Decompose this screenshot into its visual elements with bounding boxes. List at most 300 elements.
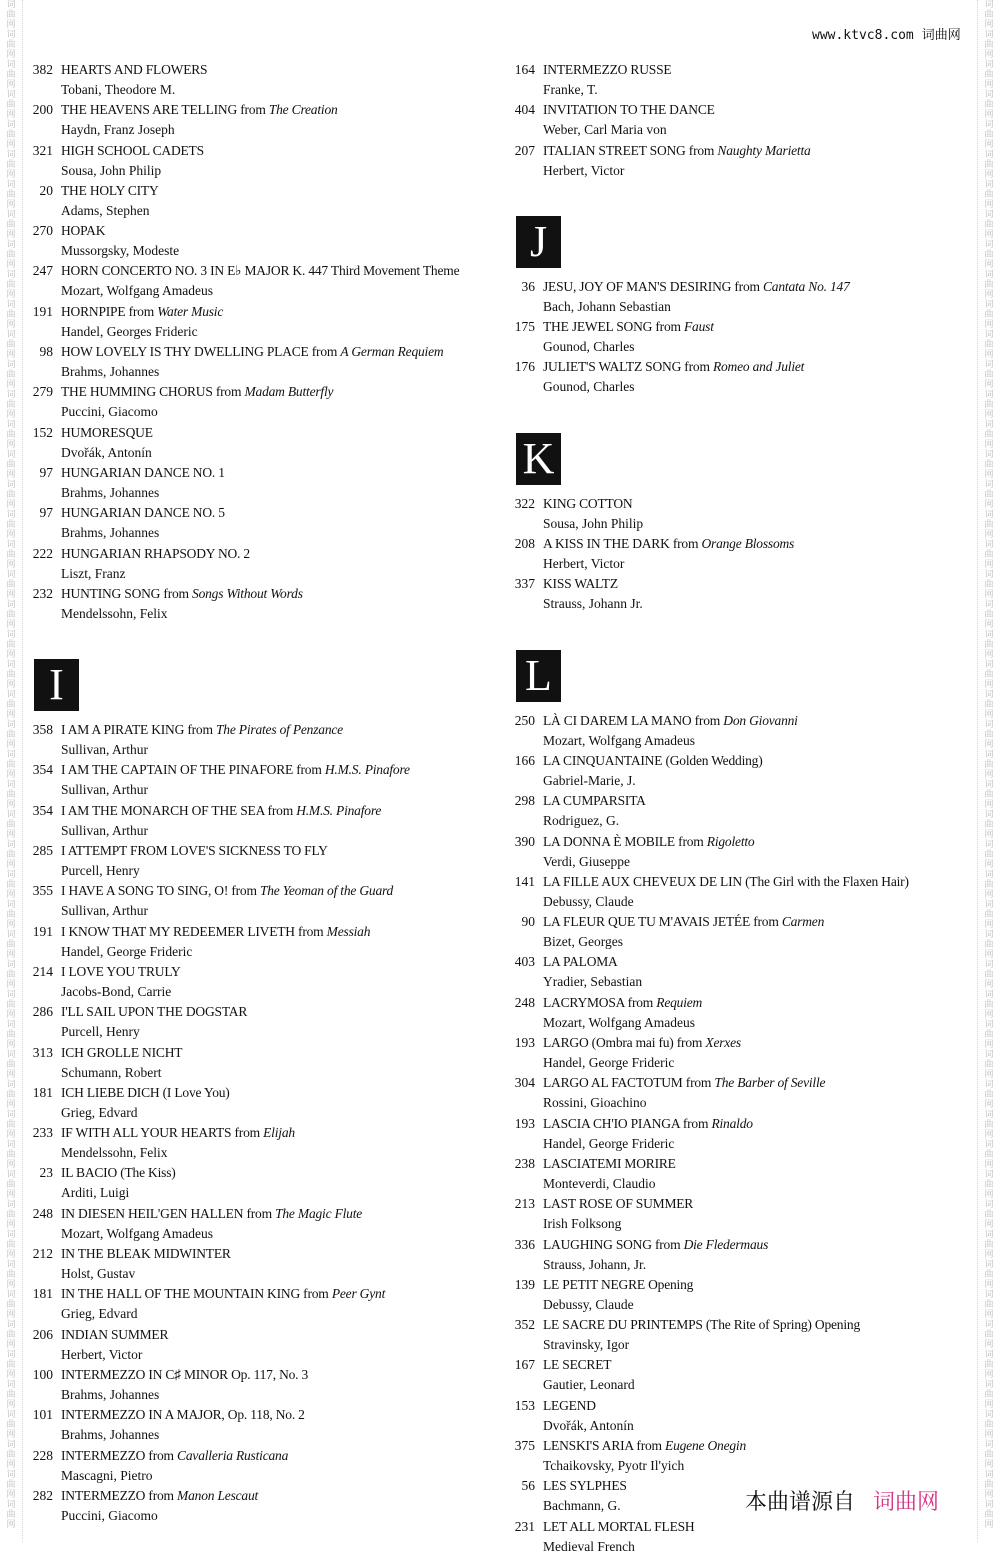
page-number: 375: [514, 1438, 535, 1454]
index-entry: [30, 1406, 480, 1446]
song-title: [61, 1367, 308, 1383]
page-number: 207: [514, 142, 535, 158]
watermark-glyph: 曲: [6, 1360, 16, 1370]
watermark-glyph: 曲: [6, 1180, 16, 1190]
page-number: 153: [514, 1397, 535, 1413]
page-number: 286: [32, 1004, 53, 1020]
song-title-text: IN DIESEN HEIL'GEN HALLEN from: [61, 1205, 272, 1221]
page-number: 322: [514, 495, 535, 511]
watermark-glyph: 词: [6, 210, 16, 220]
song-title: [61, 1125, 295, 1141]
page-number: 191: [32, 923, 53, 939]
composer-name: Holst, Gustav: [61, 1266, 136, 1282]
watermark-glyph: 词: [6, 990, 16, 1000]
source-work: The Magic Flute: [275, 1205, 363, 1221]
song-title: [61, 924, 370, 940]
song-title-text: LA PALOMA: [543, 954, 618, 970]
watermark-glyph: 词: [984, 990, 994, 1000]
watermark-glyph: 词: [984, 90, 994, 100]
composer-name: Jacobs-Bond, Carrie: [61, 983, 172, 999]
watermark-glyph: 网: [984, 20, 994, 30]
watermark-glyph: 曲: [984, 1420, 994, 1430]
composer-name: Bachmann, G.: [543, 1498, 621, 1514]
watermark-glyph: 曲: [984, 1000, 994, 1010]
index-entry: [30, 1447, 480, 1487]
watermark-glyph: 词: [6, 270, 16, 280]
watermark-glyph: 网: [984, 500, 994, 510]
composer-name: Mussorgsky, Modeste: [61, 243, 180, 259]
watermark-glyph: 网: [6, 890, 16, 900]
watermark-glyph: 词: [6, 780, 16, 790]
watermark-glyph: 词: [984, 480, 994, 490]
index-entry: [30, 1245, 480, 1285]
watermark-glyph: 曲: [6, 940, 16, 950]
watermark-glyph: 曲: [984, 610, 994, 620]
watermark-glyph: 词: [6, 240, 16, 250]
composer-name: Mascagni, Pietro: [61, 1467, 153, 1483]
watermark-glyph: 网: [984, 1370, 994, 1380]
watermark-glyph: 词: [6, 420, 16, 430]
watermark-glyph: 曲: [6, 1420, 16, 1430]
watermark-glyph: 网: [984, 50, 994, 60]
watermark-glyph: 曲: [6, 70, 16, 80]
composer-name: Bach, Johann Sebastian: [543, 298, 671, 314]
watermark-glyph: 词: [6, 90, 16, 100]
watermark-glyph: 网: [6, 320, 16, 330]
watermark-glyph: 词: [6, 480, 16, 490]
song-title-text: HUNGARIAN RHAPSODY NO. 2: [61, 545, 250, 561]
song-title: [61, 803, 381, 819]
watermark-glyph: 词: [6, 1230, 16, 1240]
watermark-glyph: 网: [6, 470, 16, 480]
watermark-glyph: 词: [984, 1290, 994, 1300]
composer-name: Mendelssohn, Felix: [61, 1145, 168, 1161]
watermark-glyph: 曲: [6, 730, 16, 740]
index-entry: [512, 575, 962, 615]
watermark-glyph: 曲: [984, 1270, 994, 1280]
index-entry: [512, 495, 962, 535]
composer-name: Mozart, Wolfgang Amadeus: [61, 1225, 214, 1241]
composer-name: Haydn, Franz Joseph: [61, 122, 175, 138]
index-entry: [30, 424, 480, 464]
index-entry: [30, 963, 480, 1003]
site-url[interactable]: www.ktvc8.com: [812, 28, 914, 43]
watermark-glyph: 曲: [6, 550, 16, 560]
watermark-glyph: 曲: [984, 910, 994, 920]
watermark-glyph: 词: [984, 780, 994, 790]
watermark-glyph: 网: [6, 290, 16, 300]
song-title-text: LA FILLE AUX CHEVEUX DE LIN (The Girl with the Flaxen Hair): [543, 873, 909, 889]
song-title-text: IN THE HALL OF THE MOUNTAIN KING from: [61, 1286, 329, 1302]
song-title: [61, 223, 105, 239]
composer-name: Mendelssohn, Felix: [61, 605, 168, 621]
song-title: [61, 425, 153, 441]
index-entry: [30, 1164, 480, 1204]
index-entry: [512, 1437, 962, 1477]
source-work: Carmen: [781, 914, 825, 930]
song-title-text: LAUGHING SONG from: [543, 1236, 681, 1252]
song-title-text: I'LL SAIL UPON THE DOGSTAR: [61, 1004, 248, 1020]
source-work: Elijah: [263, 1125, 295, 1141]
composer-name: Verdi, Giuseppe: [543, 853, 630, 869]
watermark-glyph: 曲: [6, 610, 16, 620]
watermark-glyph: 曲: [984, 250, 994, 260]
composer-name: Strauss, Johann Jr.: [543, 596, 643, 612]
composer-name: Handel, George Frideric: [61, 943, 193, 959]
index-entry: [30, 585, 480, 625]
index-entry: [512, 873, 962, 913]
l-entries-list: [512, 712, 962, 1558]
watermark-glyph: 网: [6, 140, 16, 150]
watermark-glyph: 词: [6, 960, 16, 970]
page-number: 270: [32, 223, 53, 239]
watermark-glyph: 曲: [6, 1000, 16, 1010]
watermark-glyph: 网: [6, 920, 16, 930]
page-number: 354: [32, 802, 53, 818]
watermark-glyph: 曲: [984, 1060, 994, 1070]
watermark-glyph: 曲: [984, 400, 994, 410]
song-title-text: HUNTING SONG from: [61, 585, 189, 601]
watermark-glyph: 网: [984, 680, 994, 690]
watermark-glyph: 曲: [984, 790, 994, 800]
watermark-glyph: 词: [6, 1500, 16, 1510]
composer-name: Handel, George Frideric: [543, 1135, 675, 1151]
watermark-glyph: 词: [6, 1200, 16, 1210]
watermark-glyph: 曲: [6, 490, 16, 500]
watermark-glyph: 网: [6, 1370, 16, 1380]
watermark-glyph: 网: [6, 410, 16, 420]
song-title-text: I KNOW THAT MY REDEEMER LIVETH from: [61, 923, 324, 939]
page-number: 382: [32, 62, 53, 77]
page-number: 232: [32, 585, 53, 601]
watermark-glyph: 曲: [984, 430, 994, 440]
watermark-glyph: 词: [984, 1380, 994, 1390]
watermark-glyph: 曲: [6, 1480, 16, 1490]
composer-name: Brahms, Johannes: [61, 364, 160, 380]
watermark-glyph: 词: [984, 840, 994, 850]
watermark-glyph: 网: [6, 1190, 16, 1200]
watermark-glyph: 词: [6, 120, 16, 130]
watermark-glyph: 曲: [984, 70, 994, 80]
watermark-glyph: 曲: [6, 1450, 16, 1460]
page-number: 248: [514, 994, 535, 1010]
left-column: [30, 61, 480, 1527]
source-work: The Pirates of Penzance: [215, 722, 343, 738]
watermark-glyph: 曲: [6, 1390, 16, 1400]
source-work: Messiah: [326, 923, 371, 939]
source-work: Madam Butterfly: [244, 384, 334, 400]
source-work: Xerxes: [705, 1035, 741, 1051]
composer-name: Sullivan, Arthur: [61, 742, 148, 758]
watermark-glyph: 网: [6, 680, 16, 690]
watermark-glyph: 曲: [984, 490, 994, 500]
watermark-glyph: 曲: [984, 460, 994, 470]
watermark-glyph: 词: [984, 360, 994, 370]
composer-name: Gounod, Charles: [543, 339, 635, 355]
watermark-glyph: 网: [984, 170, 994, 180]
index-entry: [30, 1487, 480, 1527]
watermark-glyph: 词: [6, 870, 16, 880]
watermark-glyph: 曲: [6, 160, 16, 170]
composer-name: Arditi, Luigi: [61, 1185, 130, 1201]
watermark-glyph: 曲: [984, 10, 994, 20]
watermark-glyph: 词: [984, 930, 994, 940]
watermark-glyph: 网: [984, 110, 994, 120]
index-entry: [512, 1034, 962, 1074]
song-title: [543, 1317, 860, 1333]
index-entry: [512, 535, 962, 575]
song-title-text: LA DONNA È MOBILE from: [543, 833, 704, 849]
watermark-glyph: 词: [6, 330, 16, 340]
watermark-glyph: 词: [984, 300, 994, 310]
page-number: 213: [514, 1196, 535, 1212]
watermark-glyph: 曲: [6, 760, 16, 770]
index-entry: [512, 1518, 962, 1558]
index-entry: [512, 1356, 962, 1396]
watermark-glyph: 曲: [984, 100, 994, 110]
left-watermark-strip: [0, 0, 23, 1542]
watermark-glyph: 网: [984, 740, 994, 750]
watermark-glyph: 词: [984, 570, 994, 580]
song-title: [543, 576, 618, 592]
page-number: 321: [32, 142, 53, 158]
watermark-glyph: 曲: [984, 1240, 994, 1250]
watermark-glyph: 曲: [984, 1330, 994, 1340]
composer-name: Dvořák, Antonín: [543, 1417, 634, 1433]
page-number: 98: [39, 344, 53, 360]
page-number: 97: [39, 464, 53, 480]
song-title: [61, 1246, 231, 1262]
song-title: [543, 496, 632, 512]
composer-name: Yradier, Sebastian: [543, 974, 643, 990]
song-title-text: I AM A PIRATE KING from: [61, 722, 213, 738]
index-entry: [30, 1044, 480, 1084]
index-entry: [30, 545, 480, 585]
composer-name: Debussy, Claude: [543, 893, 634, 909]
watermark-glyph: 网: [984, 530, 994, 540]
song-title: [543, 1357, 611, 1373]
watermark-glyph: 曲: [6, 220, 16, 230]
index-entry: [30, 721, 480, 761]
watermark-glyph: 曲: [6, 370, 16, 380]
composer-name: Purcell, Henry: [61, 863, 140, 879]
song-title-text: LA CUMPARSITA: [543, 793, 646, 809]
index-entry: [30, 1326, 480, 1366]
song-title: [61, 1004, 247, 1020]
watermark-glyph: 词: [6, 1470, 16, 1480]
song-title-text: LE PETIT NEGRE Opening: [543, 1276, 694, 1292]
watermark-glyph: 网: [984, 1010, 994, 1020]
watermark-glyph: 网: [984, 380, 994, 390]
song-title-text: KING COTTON: [543, 495, 633, 511]
watermark-glyph: 网: [984, 1310, 994, 1320]
source-work: Naughty Marietta: [717, 142, 811, 158]
j-entries-list: [512, 278, 962, 399]
song-title: [543, 1438, 746, 1454]
page-number: 191: [32, 303, 53, 319]
page-number: 279: [32, 384, 53, 400]
song-title-text: KISS WALTZ: [543, 576, 618, 592]
song-title-text: LENSKI'S ARIA from: [543, 1438, 662, 1454]
watermark-glyph: 词: [6, 540, 16, 550]
watermark-glyph: 曲: [6, 910, 16, 920]
song-title: [61, 62, 207, 78]
watermark-glyph: 曲: [6, 280, 16, 290]
watermark-glyph: 曲: [984, 340, 994, 350]
index-entry: [30, 882, 480, 922]
watermark-glyph: 网: [6, 830, 16, 840]
composer-name: Mozart, Wolfgang Amadeus: [543, 1014, 696, 1030]
watermark-glyph: 网: [6, 1520, 16, 1530]
watermark-glyph: 网: [984, 1340, 994, 1350]
index-entry: [512, 792, 962, 832]
watermark-glyph: 曲: [984, 280, 994, 290]
composer-name: Adams, Stephen: [61, 202, 150, 218]
page-number: 164: [514, 62, 535, 77]
watermark-glyph: 网: [6, 260, 16, 270]
watermark-glyph: 词: [984, 30, 994, 40]
song-title: [61, 1085, 230, 1101]
song-title-text: A KISS IN THE DARK from: [543, 536, 699, 552]
page-number: 228: [32, 1447, 53, 1463]
watermark-glyph: 词: [984, 210, 994, 220]
page-number: 403: [514, 954, 535, 970]
composer-name: Herbert, Victor: [543, 162, 625, 178]
song-title: [61, 1286, 385, 1302]
watermark-glyph: 词: [984, 1080, 994, 1090]
letter-heading-i: I: [34, 659, 79, 711]
source-work: Don Giovanni: [723, 712, 798, 728]
watermark-glyph: 词: [984, 1110, 994, 1120]
watermark-glyph: 曲: [984, 670, 994, 680]
watermark-glyph: 曲: [984, 550, 994, 560]
source-work: The Yeoman of the Guard: [259, 883, 394, 899]
watermark-glyph: 网: [6, 1310, 16, 1320]
composer-name: Gounod, Charles: [543, 379, 635, 395]
watermark-glyph: 词: [984, 450, 994, 460]
watermark-glyph: 词: [6, 840, 16, 850]
song-title-text: LE SECRET: [543, 1357, 612, 1373]
composer-name: Sousa, John Philip: [61, 162, 162, 178]
composer-name: Herbert, Victor: [543, 556, 625, 572]
song-title: [543, 1035, 741, 1051]
watermark-glyph: 网: [984, 770, 994, 780]
song-title-text: INTERMEZZO from: [61, 1487, 174, 1503]
song-title-text: THE JEWEL SONG from: [543, 319, 681, 335]
index-entry: [512, 752, 962, 792]
watermark-glyph: 词: [984, 270, 994, 280]
song-title-text: IF WITH ALL YOUR HEARTS from: [61, 1125, 260, 1141]
song-title-text: HEARTS AND FLOWERS: [61, 62, 208, 77]
page-number: 233: [32, 1125, 53, 1141]
page-number: 355: [32, 883, 53, 899]
watermark-glyph: 词: [984, 1050, 994, 1060]
composer-name: Sullivan, Arthur: [61, 782, 148, 798]
song-title: [61, 1206, 362, 1222]
h-entries-list: [30, 61, 480, 625]
watermark-glyph: 网: [984, 290, 994, 300]
song-title-text: HORNPIPE from: [61, 303, 155, 319]
song-title-text: LET ALL MORTAL FLESH: [543, 1518, 695, 1534]
watermark-glyph: 网: [6, 1160, 16, 1170]
watermark-glyph: 网: [984, 1520, 994, 1530]
watermark-glyph: 网: [6, 1100, 16, 1110]
watermark-glyph: 网: [984, 320, 994, 330]
watermark-glyph: 曲: [6, 670, 16, 680]
song-title: [61, 505, 225, 521]
watermark-glyph: 词: [984, 510, 994, 520]
watermark-glyph: 网: [984, 80, 994, 90]
watermark-glyph: 网: [6, 770, 16, 780]
watermark-glyph: 曲: [984, 970, 994, 980]
watermark-glyph: 网: [984, 1220, 994, 1230]
watermark-glyph: 词: [6, 930, 16, 940]
composer-name: Brahms, Johannes: [61, 1386, 160, 1402]
song-title-text: HUNGARIAN DANCE NO. 5: [61, 505, 225, 521]
watermark-glyph: 曲: [6, 970, 16, 980]
site-header: [812, 24, 961, 43]
watermark-glyph: 网: [6, 1340, 16, 1350]
composer-name: Puccini, Giacomo: [61, 1507, 158, 1523]
watermark-glyph: 曲: [984, 310, 994, 320]
index-entry: [30, 1205, 480, 1245]
watermark-glyph: 曲: [984, 640, 994, 650]
watermark-glyph: 曲: [984, 1450, 994, 1460]
watermark-glyph: 网: [984, 1130, 994, 1140]
page-number: 20: [39, 182, 53, 198]
song-title: [61, 344, 443, 360]
composer-name: Sullivan, Arthur: [61, 822, 148, 838]
index-entry: [30, 1003, 480, 1043]
watermark-glyph: 曲: [6, 460, 16, 470]
watermark-glyph: 词: [6, 1290, 16, 1300]
song-title-text: THE HOLY CITY: [61, 182, 159, 198]
page-number: 206: [32, 1326, 53, 1342]
watermark-glyph: 网: [6, 590, 16, 600]
source-work: Eugene Onegin: [665, 1438, 747, 1454]
song-title: [543, 1116, 753, 1132]
index-entry: [30, 504, 480, 544]
watermark-glyph: 词: [984, 690, 994, 700]
watermark-glyph: 网: [984, 980, 994, 990]
watermark-glyph: 曲: [984, 370, 994, 380]
i-continued-entries-list: [512, 61, 962, 182]
page-number: 247: [32, 263, 53, 279]
source-work: Romeo and Juliet: [712, 359, 805, 375]
watermark-glyph: 词: [984, 900, 994, 910]
watermark-glyph: 曲: [6, 850, 16, 860]
page-number: 200: [32, 102, 53, 118]
watermark-glyph: 词: [6, 180, 16, 190]
watermark-glyph: 曲: [6, 130, 16, 140]
watermark-glyph: 网: [6, 740, 16, 750]
watermark-glyph: 曲: [6, 400, 16, 410]
song-title-text: ICH LIEBE DICH (I Love You): [61, 1084, 230, 1100]
composer-name: Schumann, Robert: [61, 1064, 162, 1080]
watermark-glyph: 曲: [6, 1030, 16, 1040]
watermark-glyph: 曲: [6, 340, 16, 350]
page-number: 212: [32, 1246, 53, 1262]
song-title-text: INTERMEZZO IN C♯ MINOR Op. 117, No. 3: [61, 1366, 309, 1382]
watermark-glyph: 词: [984, 1200, 994, 1210]
watermark-glyph: 网: [984, 650, 994, 660]
watermark-glyph: 曲: [984, 1210, 994, 1220]
composer-name: Mozart, Wolfgang Amadeus: [543, 732, 696, 748]
composer-name: Medieval French: [543, 1538, 635, 1554]
source-work: A German Requiem: [340, 344, 444, 360]
composer-name: Stravinsky, Igor: [543, 1337, 630, 1353]
song-title-text: I LOVE YOU TRULY: [61, 963, 181, 979]
